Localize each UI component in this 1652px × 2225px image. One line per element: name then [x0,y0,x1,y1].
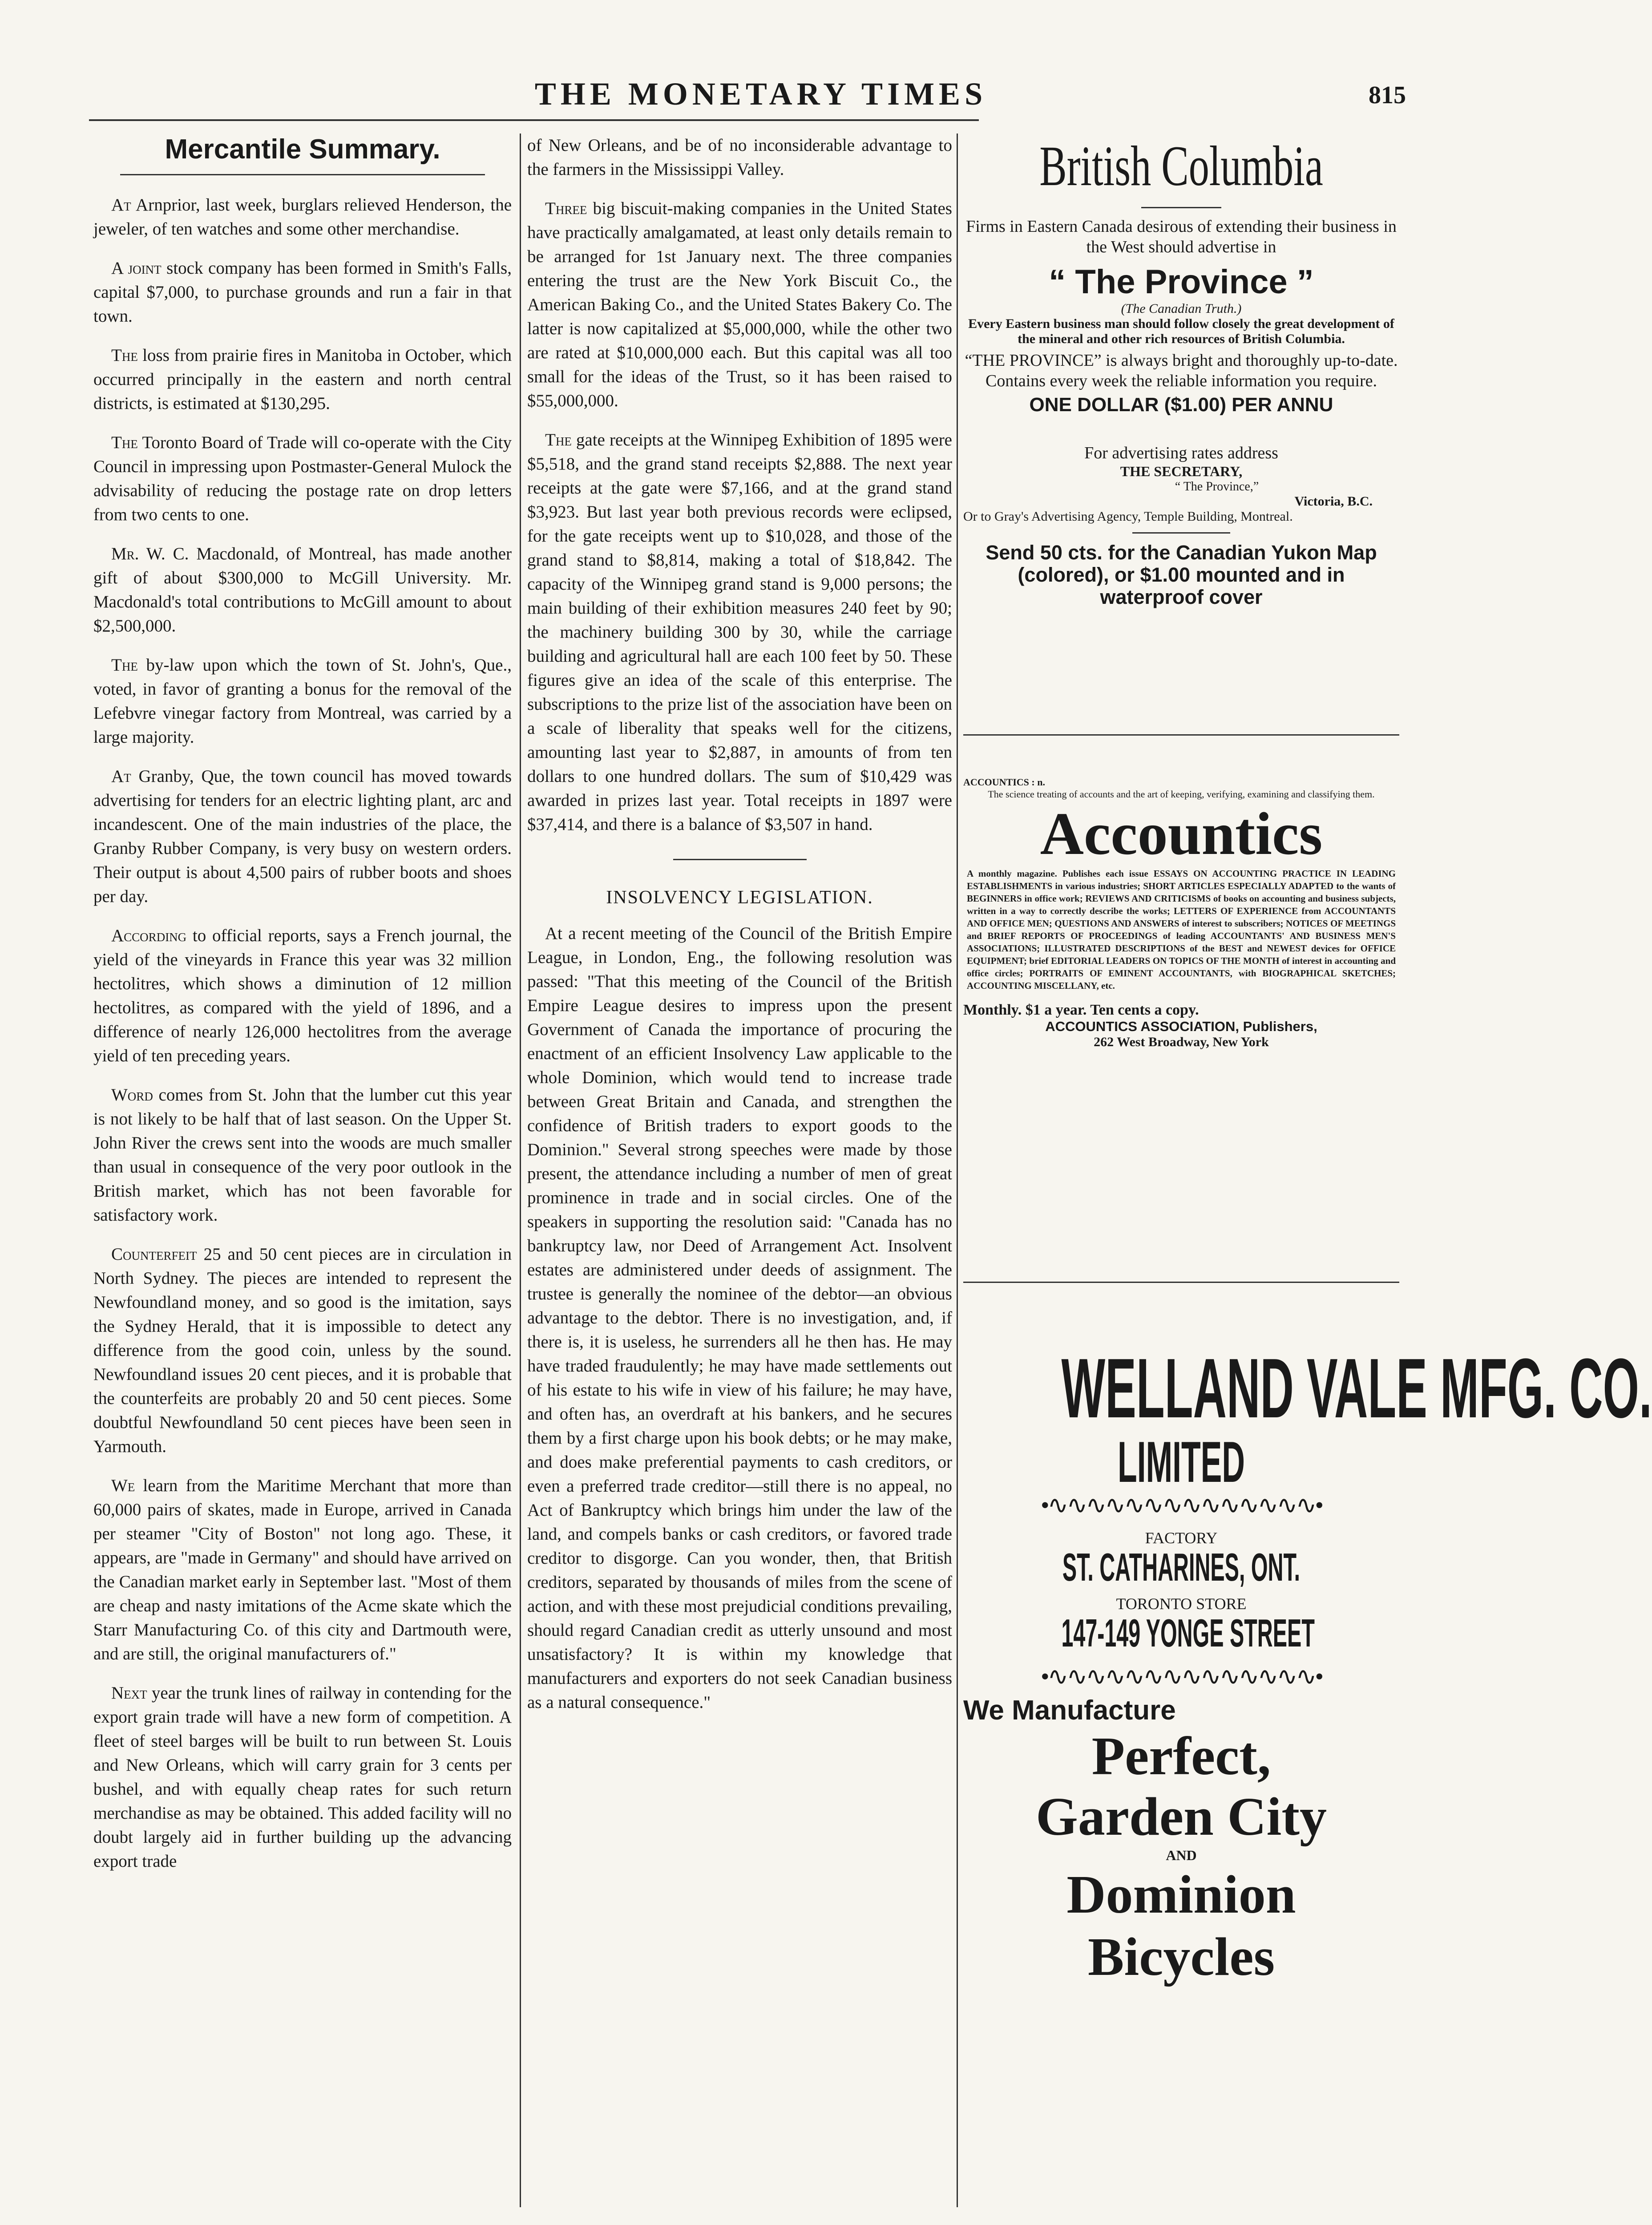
ad-company-name: WELLAND VALE MFG. CO. [1061,1341,1652,1436]
paragraph-text: At a recent meeting of the Council of the British Empire League, in London, Eng., the following resolution was passed: "That this meeting of the Council of the British Empire League desires to impress upon the present Government of Canada the importance of procuring the enactment of an efficient Insolvency Law applicable to the whole Dominion, which would tend to increase trade between Great Britain and Canada, and strengthen the confidence of British traders to export goods to the Dominion." Several strong speeches were made by those present, the attendance including a number of men of great prominence in trade and in social circles. One of the speakers in supporting the resolution said: "Canada has no bankruptcy law, nor Deed of Arrangement Act. Insolvent estates are administered under deeds of assignment. The trustee is generally the nominee of the debtor—an obvious advantage to the debtor. There is no investigation, and, if there is, it is useless, he surrenders all he then has. He may have traded fraudulently; he may have made settlements out of his estate to his wife in view of his failure; he may have, and often has, an overdraft at his bankers, and he secures them by a first charge upon his book debts; or he may make, and does make preferential payments to cash creditors, or even a preferred trade creditor—still there is no appeal, no Act of Bankruptcy which brings him under the law of the land, and compels banks or cash creditors, or favored trade creditor to disgorge. Can you wonder, then, that British creditors, separated by thousands of miles from the scene of action, and with these most prejudicial conditions prevailing, should regard Canadian credit as utterly unsound and most unsatisfactory? It is within my knowledge that manufacturers and exporters do not seek Canadian business as a natural consequence." [527,924,952,1712]
paragraph-text: loss from prairie fires in Manitoba in October, which occurred principally in the eastern and north central districts, is estimated at $130,295. [93,346,512,413]
masthead-rule [89,119,979,121]
article-paragraph [93,431,512,527]
article-paragraph [93,924,512,1068]
paragraph-lead: The [111,433,138,452]
ad-secretary-paper: “ The Province,” [1175,480,1259,494]
article-paragraph [527,134,952,182]
ad-british-columbia [963,134,1399,608]
page-number: 815 [1369,81,1406,109]
paragraph-text: Arnprior, last week, burglars relieved Henderson, the jeweler, of ten watches and some other merchandise. [93,195,512,239]
ad-product: Perfect, [1091,1726,1271,1786]
article-paragraph [93,653,512,749]
ad-rule [1132,532,1230,534]
paragraph-text: stock company has been formed in Smith's Falls, capital $7,000, to purchase grounds and run a fair in that town. [93,259,512,326]
ad-tagline: “THE PROVINCE” is always bright and thoroughly up-to-date. Contains every week the reliable information you require. [965,351,1398,390]
ad-rule [1141,207,1221,208]
ad-factory-city: ST. CATHARINES, ONT. [1062,1545,1301,1589]
ad-welland-vale [963,1341,1652,1988]
article-paragraph [93,1242,512,1459]
masthead [27,76,1424,111]
ad-product: Bicycles [1087,1927,1275,1987]
paragraph-lead: The [545,430,572,449]
paragraph-lead: According [111,926,187,945]
ad-product: Garden City [1035,1787,1327,1847]
ad-map-offer: Send 50 cts. for the Canadian Yukon Map (colored), or $1.00 mounted and in waterproof cover [986,541,1377,608]
paragraph-text: of New Orleans, and be of no inconsiderable advantage to the farmers in the Mississippi Valley. [527,136,952,179]
paragraph-text: by-law upon which the town of St. John's, Que., voted, in favor of granting a bonus for the removal of the Lefebvre vinegar factory from Montreal, was carried by a large majority. [93,655,512,747]
article-paragraph [93,542,512,638]
ad-title: British Columbia [1039,134,1323,198]
ad-separator [963,734,1399,736]
paragraph-text: comes from St. John that the lumber cut this year is not likely to be half that of last season. On the Upper St. John River the crews sent into the woods are much smaller than usual in consequence of the very poor outlook in the British market, which has not been favorable for satisfactory work. [93,1085,512,1225]
ad-description: A monthly magazine. Publishes each issue ESSAYS ON ACCOUNTING PRACTICE IN LEADING ESTABLISHMENTS in various industries; SHORT ARTICLES ESPECIALLY ADAPTED to the wants of BEGINNERS in office work; REVIEWS AND CRITICISMS of books on accounting and business subjects, written in a way to correctly describe the works; LETTERS OF EXPERIENCE from ACCOUNTANTS AND OFFICE MEN; QUESTIONS AND ANSWERS of interest to subscribers; NOTICES OF MEETINGS and BRIEF REPORTS OF PROCEEDINGS of leading ACCOUNTANTS' AND BUSINESS MEN'S ASSOCIATIONS; ILLUSTRATED DESCRIPTIONS of the BEST and NEWEST devices for OFFICE EQUIPMENT; brief EDITORIAL LEADERS ON TOPICS OF THE MONTH of interest in accounting and office circles; PORTRAITS OF EMINENT ACCOUNTANTS, with BIOGRAPHICAL SKETCHES; ACCOUNTING MISCELLANY, etc. [967,868,1396,991]
article-paragraphs [527,134,952,837]
paragraph-text: W. C. Macdonald, of Montreal, has made another gift of about $300,000 to McGill University. Mr. Macdonald's total contributions to McGill amount to about $2,500,000. [93,544,512,635]
article-paragraph [93,193,512,241]
article-paragraph [93,256,512,328]
ad-definition: The science treating of accounts and the art of keeping, verifying, examining and classifying them. [988,789,1375,800]
paragraph-lead: A joint [111,259,162,278]
ad-pitch: Every Eastern business man should follow closely the great development of the mineral and other rich resources of British Columbia. [968,316,1394,346]
paragraph-text: big biscuit-making companies in the United States have practically amalgamated, at least only details remain to be arranged for 1st January next. The three companies entering the trust are the New York Biscuit Co., the American Baking Co., and the United States Bakery Co. The latter is now capitalized at $5,000,000, while the other two are rated at $10,000,000 each. But this capital was all too small for the ideas of the Trust, so it has been raised to $55,000,000. [527,199,952,410]
ad-price: Monthly. $1 a year. Ten cents a copy. [963,1002,1199,1018]
column-divider [520,134,521,2207]
article-paragraph [527,922,952,1715]
ad-address-intro: For advertising rates address [1084,444,1278,462]
article-paragraph [93,1083,512,1227]
column-two [527,134,952,1730]
ad-paper-name: “ The Province ” [1049,263,1314,301]
ad-subtitle: (The Canadian Truth.) [1121,301,1242,316]
ad-accountics [963,777,1399,1050]
ad-secretary: THE SECRETARY, [1120,463,1243,479]
ad-separator [963,1282,1399,1283]
ad-limited: LIMITED [1118,1429,1245,1494]
ad-price: ONE DOLLAR ($1.00) PER ANNU [1029,394,1333,416]
paragraph-text: Granby, Que, the town council has moved towards advertising for tenders for an electric lighting plant, arc and incandescent. One of the main industries of the place, the Granby Rubber Company, is very busy on western orders. Their output is about 4,500 pairs of rubber boots and shoes per day. [93,767,512,906]
paragraph-lead: At [111,767,131,786]
section-title-insolvency: INSOLVENCY LEGISLATION. [606,887,873,908]
paragraph-lead: Next [111,1683,147,1703]
ad-and: AND [1166,1847,1197,1863]
paragraph-text: 25 and 50 cent pieces are in circulation in North Sydney. The pieces are intended to represent the Newfoundland money, and so good is the imitation, says the Sydney Herald, that it is impossible to detect any difference from the good coin, unless by the sound. Newfoundland issues 20 cent pieces, and it is probable that the counterfeits are probably 20 and 50 cent pieces. Some doubtful Newfoundland 50 cent pieces have been seen in Yarmouth. [93,1245,512,1456]
ad-publisher: ACCOUNTICS ASSOCIATION, Publishers, [1045,1019,1317,1034]
paragraph-text: gate receipts at the Winnipeg Exhibition of 1895 were $5,518, and the grand stand receipts $2,888. The next year receipts at the gate were $7,166, and at the grand stand $3,923. But last year both previous records were eclipsed, for the gate receipts went up to $10,028, and those of the grand stand to $8,814, making a total of $18,842. The capacity of the Winnipeg grand stand is 9,000 persons; the main building of their exhibition measures 240 feet by 90; the machinery building 300 by 30, while the carriage building and agricultural hall are each 100 feet by 50. These figures give an idea of the scale of this enterprise. The subscriptions to the prize list of the association have been on a scale of liberality that speaks well for the citizens, amounting last year to $2,887, in amounts of from ten dollars to one hundred dollars. The sum of $10,429 was awarded in prizes last year. Total receipts in 1897 were $37,414, and there is a balance of $3,507 in hand. [527,430,952,834]
ad-product: Dominion [1066,1865,1296,1925]
ad-store-label: TORONTO STORE [1116,1595,1247,1613]
article-paragraphs [93,193,512,1873]
paragraph-lead: We [111,1476,135,1495]
paragraph-text: Toronto Board of Trade will co-operate with the City Council in impressing upon Postmaster-General Mulock the advisability of reducing the postage rate on drop letters from two cents to one. [93,433,512,524]
ad-factory-label: FACTORY [1145,1529,1218,1547]
article-paragraph [93,344,512,416]
article-paragraph [527,428,952,837]
insolvency-paragraphs [527,922,952,1715]
ad-store-address: 147-149 YONGE STREET [1061,1611,1315,1655]
newspaper-title: THE MONETARY TIMES [534,76,987,112]
heading-rule [120,174,485,175]
paragraph-lead: Mr. [111,544,139,563]
paragraph-text: learn from the Maritime Merchant that more than 60,000 pairs of skates, made in Europe, arrived in Canada per steamer "City of Boston" not long ago. These, it appears, are "made in Germany" and should have arrived on the Canadian market early in September last. "Most of them are cheap and nasty imitations of the Acme skate which the Starr Manufacturing Co. of this city and Dartmouth were, and are still, the original manufacturers of." [93,1476,512,1663]
paragraph-lead: Word [111,1085,153,1104]
paragraph-lead: Counterfeit [111,1245,197,1264]
article-paragraph [93,1681,512,1873]
paragraph-text: to official reports, says a French journal, the yield of the vineyards in France this year was 32 million hectolitres, which shows a diminution of 12 million hectolitres, as compared with the yield of 1896, and a difference of nearly 126,000 hectolitres from the average yield of ten preceding years. [93,926,512,1065]
ad-address: 262 West Broadway, New York [1094,1035,1269,1049]
paragraph-lead: At [111,195,131,214]
article-paragraph [93,765,512,909]
ornament-rule: •∿∿∿∿∿∿∿∿∿∿∿∿∿∿• [1040,1663,1322,1691]
ad-manufacture: We Manufacture [963,1695,1176,1726]
section-rule [673,859,807,860]
paragraph-lead: The [111,655,138,675]
ad-kicker: ACCOUNTICS : n. [963,777,1045,788]
ad-alt-agency: Or to Gray's Advertising Agency, Temple Building, Montreal. [963,509,1293,524]
ad-secretary-city: Victoria, B.C. [1294,494,1373,509]
column-divider [957,134,958,2207]
article-paragraph [527,197,952,413]
paragraph-lead: Three [545,199,587,218]
ad-intro: Firms in Eastern Canada desirous of extending their business in the West should advertise in [966,217,1397,256]
column-mercantile-summary [93,134,512,1889]
section-heading: Mercantile Summary. [165,134,440,165]
paragraph-text: year the trunk lines of railway in contending for the export grain trade will have a new form of competition. A fleet of steel barges will be built to run between St. Louis and New Orleans, which will carry grain for 3 cents per bushel, and with equally cheap rates for such return merchandise as may be obtained. This added facility will no doubt largely aid in further building up the advancing export trade [93,1683,512,1871]
paragraph-lead: The [111,346,138,365]
article-paragraph [93,1474,512,1666]
ornament-rule: •∿∿∿∿∿∿∿∿∿∿∿∿∿∿• [1040,1492,1322,1519]
ad-title: Accountics [1040,801,1323,867]
